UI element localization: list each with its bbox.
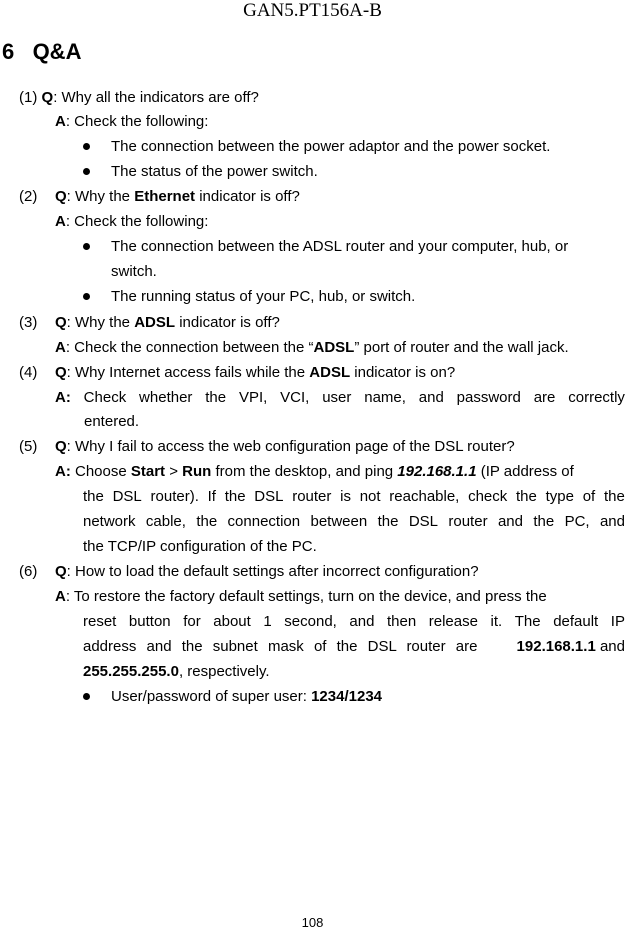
answer-word: 1 <box>263 613 272 630</box>
answer-word: If <box>207 488 216 505</box>
answer-word: of <box>582 488 596 505</box>
answer-word: router). <box>150 488 199 505</box>
answer-word: button <box>128 613 171 630</box>
answer-word: the <box>205 389 227 406</box>
answer-4 <box>55 388 625 408</box>
answer-word: router <box>448 513 488 530</box>
ip-address: 192.168.1.1 <box>516 638 596 655</box>
answer-text: address and the subnet mask of the DSL router are <box>83 638 478 655</box>
answer-word: second, <box>284 613 337 630</box>
answer-text: : Check the following: <box>65 113 209 130</box>
answer-6-line <box>83 662 270 682</box>
menu-start: Start <box>130 463 166 480</box>
question-5 <box>55 437 515 457</box>
list-item: The connection between the ADSL router and your computer, hub, or <box>111 238 569 255</box>
answer-word: IP <box>610 613 625 630</box>
answer-word: is <box>340 488 351 505</box>
answer-keyword: ADSL <box>313 339 355 356</box>
answer-word: for <box>183 613 201 630</box>
separator: / <box>344 688 349 705</box>
answer-3 <box>55 338 569 358</box>
answer-word: network <box>83 513 136 530</box>
answer-word: DSL <box>254 488 284 505</box>
page-header: GAN5.PT156A-B <box>243 0 382 21</box>
answer-text: : Check the following: <box>65 213 209 230</box>
q-label: Q <box>41 89 54 106</box>
a-label: A <box>55 588 66 605</box>
answer-word: it. <box>490 613 503 630</box>
answer-word: default <box>553 613 599 630</box>
answer-word: Check <box>83 389 127 406</box>
answer-2 <box>55 212 208 232</box>
answer-5-line: the TCP/IP configuration of the PC. <box>83 538 317 555</box>
question-number: (3) <box>19 314 38 331</box>
answer-text: > <box>165 463 183 480</box>
answer-word: the <box>83 488 104 505</box>
answer-word: type <box>545 488 574 505</box>
answer-text: ” port of router and the wall jack. <box>354 339 569 356</box>
a-label: A: <box>55 389 71 406</box>
bullet-icon <box>83 243 90 250</box>
answer-word: router <box>292 488 332 505</box>
answer-word: name, <box>364 389 406 406</box>
answer-word: VPI, <box>238 389 268 406</box>
answer-word: and <box>497 513 523 530</box>
list-item-text: User/password of super user: <box>111 688 312 705</box>
password: 1234 <box>348 688 383 705</box>
question-1 <box>19 88 259 108</box>
list-item: The running status of your PC, hub, or switch. <box>111 288 416 305</box>
answer-5-line <box>83 512 625 532</box>
answer-word: connection <box>227 513 301 530</box>
question-number: (5) <box>19 438 38 455</box>
answer-word: the <box>224 488 246 505</box>
question-4 <box>55 363 455 383</box>
q-label: Q <box>55 364 67 381</box>
bullet-icon <box>83 143 90 150</box>
question-keyword: Ethernet <box>134 188 196 205</box>
answer-word: the <box>516 488 537 505</box>
answer-word: the <box>377 513 399 530</box>
username: 1234 <box>311 688 345 705</box>
a-label: A <box>55 339 66 356</box>
answer-word: whether <box>139 389 193 406</box>
answer-word: check <box>468 488 508 505</box>
list-item-continuation: switch. <box>111 263 157 280</box>
answer-6-line <box>83 612 625 632</box>
question-text: : Why I fail to access the web configuration page of the DSL router? <box>66 438 515 455</box>
question-text: : How to load the default settings after incorrect configuration? <box>66 563 479 580</box>
answer-1 <box>55 112 208 132</box>
list-item: The connection between the power adaptor and the power socket. <box>111 138 551 155</box>
answer-word: then <box>387 613 417 630</box>
answer-text: : Check the connection between the “ <box>65 339 314 356</box>
answer-word: are <box>533 389 556 406</box>
answer-6-line <box>83 637 625 657</box>
answer-6-line <box>55 587 625 607</box>
list-item: The status of the power switch. <box>111 163 318 180</box>
question-3 <box>55 313 280 333</box>
question-text: : Why Internet access fails while the <box>66 364 310 381</box>
answer-word: The <box>514 613 541 630</box>
answer-word: user <box>322 389 352 406</box>
answer-word: the <box>603 488 625 505</box>
question-keyword: ADSL <box>134 314 176 331</box>
answer-word: between <box>310 513 368 530</box>
question-text: indicator is on? <box>350 364 456 381</box>
q-label: Q <box>55 563 67 580</box>
a-label: A <box>55 213 66 230</box>
bullet-icon <box>83 168 90 175</box>
answer-word: reset <box>83 613 117 630</box>
list-item <box>111 687 382 707</box>
answer-5-line <box>55 462 625 482</box>
answer-5-line <box>83 487 625 507</box>
question-2 <box>55 187 300 207</box>
answer-word: VCI, <box>280 389 310 406</box>
question-6 <box>55 562 479 582</box>
answer-word: and <box>418 389 444 406</box>
answer-word: and <box>599 513 625 530</box>
a-label: A: <box>55 463 71 480</box>
answer-word: cable, <box>145 513 186 530</box>
answer-word: password <box>456 389 521 406</box>
answer-word: not <box>359 488 381 505</box>
page-number: 108 <box>301 915 324 930</box>
answer-text: : To restore the factory default settings, turn on the device, and press the <box>65 588 547 605</box>
answer-text: (IP address of <box>476 463 574 480</box>
answer-text: from the desktop, and ping <box>211 463 398 480</box>
answer-word: DSL <box>408 513 438 530</box>
menu-run: Run <box>182 463 212 480</box>
q-label: Q <box>55 438 67 455</box>
answer-text: Choose <box>70 463 131 480</box>
answer-4-continuation: entered. <box>84 413 140 430</box>
question-text: : Why the <box>66 188 135 205</box>
question-keyword: ADSL <box>309 364 351 381</box>
answer-text: , respectively. <box>178 663 270 680</box>
section-title: 6 Q&A <box>2 39 82 64</box>
answer-word: and <box>349 613 375 630</box>
answer-word: about <box>213 613 251 630</box>
question-number: (4) <box>19 364 38 381</box>
ip-address: 192.168.1.1 <box>397 463 477 480</box>
question-text: indicator is off? <box>195 188 300 205</box>
answer-word: the <box>196 513 218 530</box>
q-label: Q <box>55 188 67 205</box>
subnet-mask: 255.255.255.0 <box>83 663 179 680</box>
question-text: : Why the <box>66 314 135 331</box>
question-number: (2) <box>19 188 38 205</box>
q-label: Q <box>55 314 67 331</box>
bullet-icon <box>83 293 90 300</box>
answer-word: PC, <box>564 513 590 530</box>
answer-text: and <box>595 638 625 655</box>
question-number: (1) <box>19 89 38 106</box>
answer-word: release <box>428 613 478 630</box>
question-number: (6) <box>19 563 38 580</box>
a-label: A <box>55 113 66 130</box>
bullet-icon <box>83 693 90 700</box>
question-text: indicator is off? <box>175 314 280 331</box>
answer-word: reachable, <box>389 488 460 505</box>
answer-word: DSL <box>112 488 142 505</box>
answer-word: correctly <box>568 389 625 406</box>
question-text: : Why all the indicators are off? <box>53 89 259 106</box>
answer-word: the <box>533 513 555 530</box>
